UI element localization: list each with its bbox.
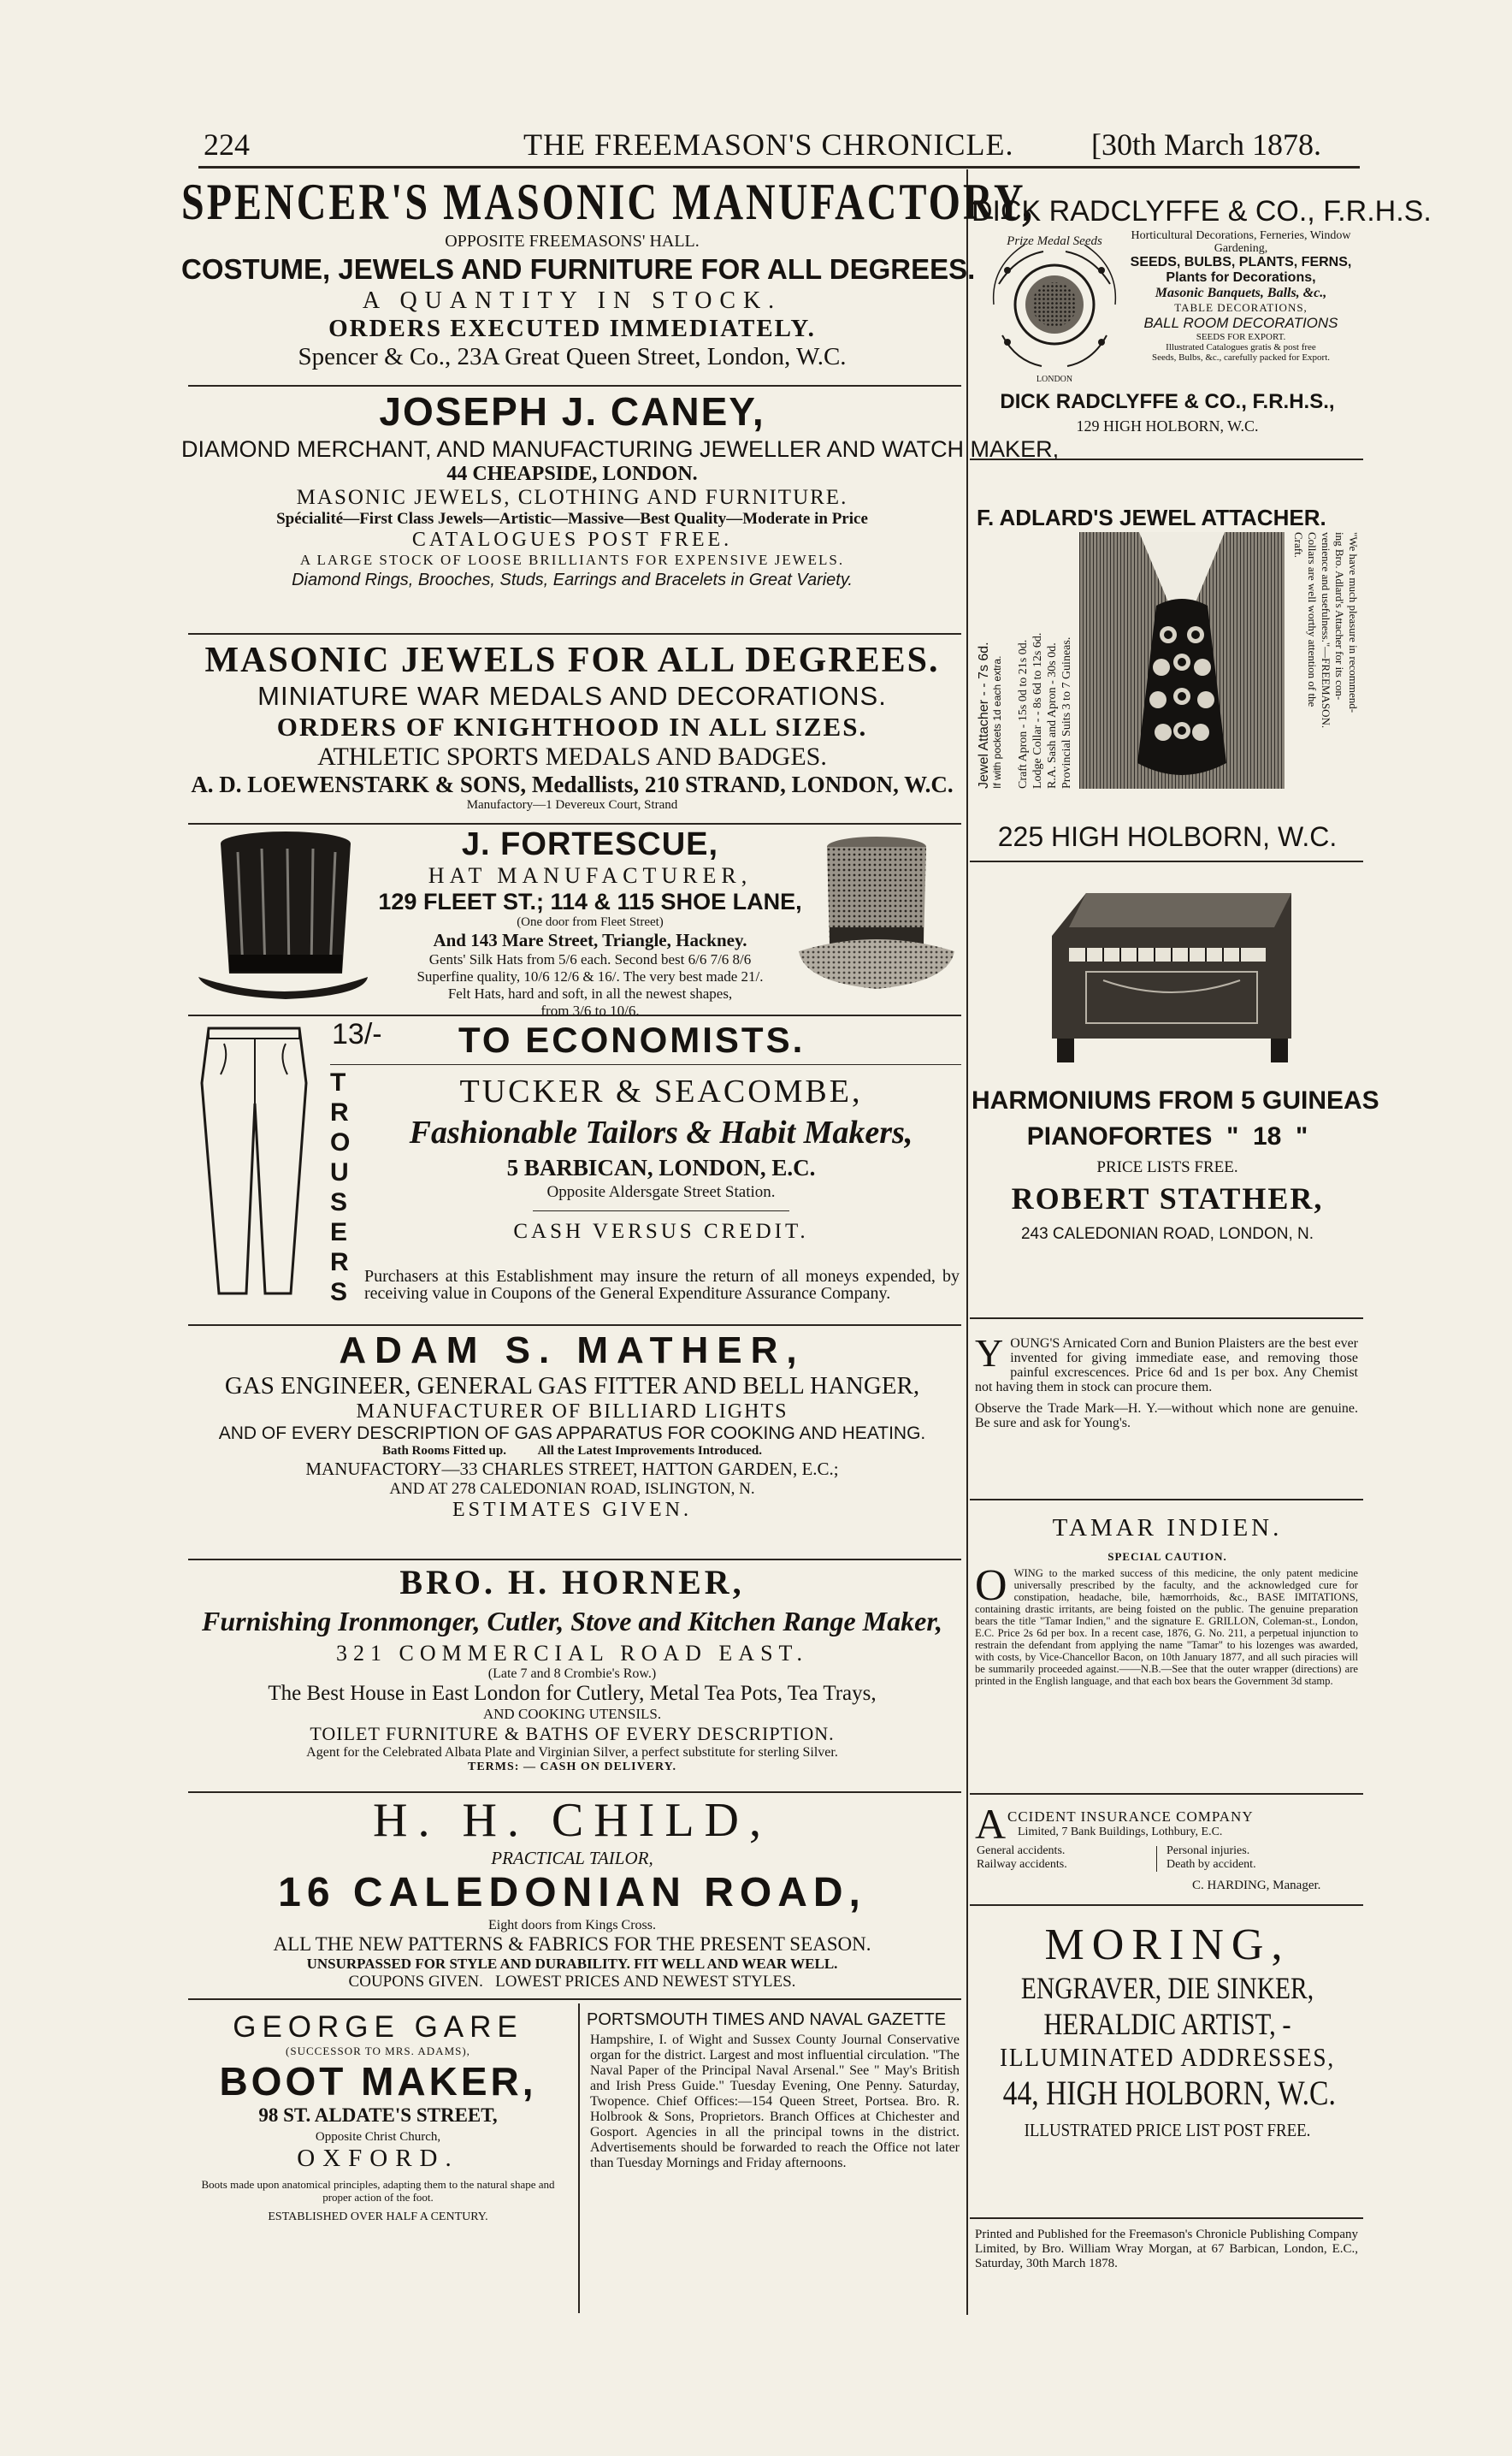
moring-line: ILLUSTRATED PRICE LIST POST FREE. <box>1024 2120 1311 2140</box>
spencer-orders: ORDERS EXECUTED IMMEDIATELY. <box>328 315 816 342</box>
tamar-body: WING to the marked success of this medicine, the only patent medicine universally prescribed by the faculty, and the acknowledged cure for constipation, headache, bile, hæmorrhoids, &c., BASE IMITATIONS, containing drastic irritants, are being foisted on the public. The genuine preparation bears the title "Tamar Indien," and the signature E. GRILLON, Coleman-st., London, E.C. Price 2s 6d per box. In a recent case, 1876, G. No. 211, a perpetual injunction to restrain the defendant from applying the name "Tamar" to his lozenges was awarded, with costs, by Vice-Chancellor Bacon, on 10th January 1877, and all such piracies will be summarily proceeded against.——N.B.—See that the outer wrapper (directions) are printed in the English language, and that each box bears the Government 3d stamp. <box>975 1567 1358 1687</box>
radclyffe-line: SEEDS FOR EXPORT. <box>1196 332 1286 342</box>
gare-ad <box>181 2010 575 2224</box>
spencer-quantity: A QUANTITY IN STOCK. <box>362 287 783 314</box>
top-hat-picture <box>193 826 373 1001</box>
caney-diamond: Diamond Rings, Brooches, Studs, Earrings and Bracelets in Great Variety. <box>292 571 853 589</box>
rule <box>1156 1846 1157 1872</box>
header-rule <box>198 166 1360 169</box>
radclyffe-line: Seeds, Bulbs, &c., carefully packed for Export. <box>1151 352 1331 363</box>
loewenstark-line: MINIATURE WAR MEDALS AND DECORATIONS. <box>257 681 887 711</box>
horner-late: (Late 7 and 8 Crombie's Row.) <box>487 1666 657 1681</box>
child-address: 16 CALEDONIAN ROAD, <box>278 1870 866 1915</box>
radclyffe-ad <box>1127 229 1355 363</box>
youngs-observe: Observe the Trade Mark—H. Y.—without which none are genuine. Be sure and ask for Young's. <box>975 1401 1358 1430</box>
gare-opposite: Opposite Christ Church, <box>315 2130 441 2144</box>
column-divider <box>966 169 968 2315</box>
fortescue-superfine: Superfine quality, 10/6 12/6 & 16/. The very best made 21/. <box>416 968 764 985</box>
tucker-letter: R <box>330 1248 349 1276</box>
gare-address: 98 ST. ALDATE'S STREET, <box>258 2104 498 2126</box>
rule <box>970 1499 1363 1500</box>
adlard-address: 225 HIGH HOLBORN, W.C. <box>997 821 1338 852</box>
stather-ad <box>972 1086 1379 1244</box>
child-trade: PRACTICAL TAILOR, <box>491 1848 653 1868</box>
horner-cooking: AND COOKING UTENSILS. <box>482 1706 662 1722</box>
rule <box>188 1015 961 1016</box>
radclyffe-title: DICK RADCLYFFE & CO., F.R.H.S. <box>972 195 1432 228</box>
caney-catalogues: CATALOGUES POST FREE. <box>411 529 733 551</box>
issue-date: [30th March 1878. <box>1091 127 1321 162</box>
fortescue-name: J. FORTESCUE, <box>461 826 719 862</box>
gare-boots: Boots made upon anatomical principles, adapting them to the natural shape and proper action of the foot. <box>201 2178 555 2204</box>
tucker-letter: O <box>330 1128 351 1157</box>
spencer-costume: COSTUME, JEWELS AND FURNITURE FOR ALL DEGREES. <box>181 253 976 285</box>
rule <box>970 1793 1363 1795</box>
rule <box>188 385 961 387</box>
tamar-ad <box>975 1561 1358 1687</box>
rule <box>188 633 961 635</box>
tucker-price: 13/- <box>332 1018 382 1050</box>
loewenstark-line: A. D. LOEWENSTARK & SONS, Medallists, 210 STRAND, LONDON, W.C. <box>191 772 954 797</box>
adlard-quote-line: Craft. <box>1292 532 1305 558</box>
mather-line: GAS ENGINEER, GENERAL GAS FITTER AND BELL HANGER, <box>224 1372 920 1400</box>
imprint: Printed and Published for the Freemason's Chronicle Publishing Company Limited, by Bro. William Wray Morgan, at 67 Barbican, London, E.C., Saturday, 30th March 1878. <box>975 2228 1358 2270</box>
fortescue-trade: HAT MANUFACTURER, <box>428 863 753 888</box>
rule <box>970 459 1363 460</box>
portsmouth-title: PORTSMOUTH TIMES AND NAVAL GAZETTE <box>587 2010 947 2029</box>
harmonium-picture <box>1035 876 1308 1066</box>
radclyffe-foot: DICK RADCLYFFE & CO., F.R.H.S., <box>1000 390 1335 413</box>
tucker-fancy: Fashionable Tailors & Habit Makers, <box>409 1115 913 1151</box>
tucker-opposite: Opposite Aldersgate Street Station. <box>546 1183 776 1201</box>
moring-line: HERALDIC ARTIST, - <box>1043 2007 1291 2041</box>
accident-line: CCIDENT INSURANCE COMPANY <box>1007 1808 1254 1825</box>
fortescue-address: 129 FLEET ST.; 114 & 115 SHOE LANE, <box>378 889 802 914</box>
child-name: H. H. CHILD, <box>373 1794 771 1847</box>
tucker-letter: U <box>330 1158 349 1187</box>
adlard-price-line: Jewel Attacher - - 7s 6d. <box>977 642 991 789</box>
tucker-address: 5 BARBICAN, LONDON, E.C. <box>506 1155 816 1181</box>
spencer-ad <box>181 173 1036 371</box>
adlard-right-text <box>1288 532 1360 789</box>
adlard-price-line: R.A. Sash and Apron - 30s 0d. <box>1046 642 1059 789</box>
accident-col: General accidents. <box>977 1844 1066 1857</box>
gare-boot: BOOT MAKER, <box>219 2059 537 2104</box>
fortescue-gents: Gents' Silk Hats from 5/6 each. Second best 6/6 7/6 8/6 <box>428 951 752 968</box>
fortescue-mare: And 143 Mare Street, Triangle, Hackney. <box>433 930 747 950</box>
horner-agent: Agent for the Celebrated Albata Plate and Virginian Silver, a perfect substitute for sterling Silver. <box>306 1745 838 1760</box>
rule <box>188 1998 961 2000</box>
fortescue-door: (One door from Fleet Street) <box>517 915 664 929</box>
adlard-title: F. ADLARD'S JEWEL ATTACHER. <box>977 505 1326 530</box>
mather-line: AND OF EVERY DESCRIPTION OF GAS APPARATUS FOR COOKING AND HEATING. <box>218 1423 926 1443</box>
youngs-dropcap: Y <box>975 1331 1004 1375</box>
loewenstark-line: ATHLETIC SPORTS MEDALS AND BADGES. <box>317 743 827 771</box>
radclyffe-line: Plants for Decorations, <box>1166 270 1316 285</box>
youngs-ad <box>975 1331 1358 1430</box>
tucker-letter: S <box>330 1278 348 1306</box>
moring-ad <box>972 1920 1363 2141</box>
gare-established: ESTABLISHED OVER HALF A CENTURY. <box>268 2210 488 2223</box>
adlard-quote-line: "We have much pleasure in recommend- <box>1347 532 1360 713</box>
tucker-letter: E <box>330 1218 348 1246</box>
caney-ad <box>181 388 1060 590</box>
loewenstark-title: MASONIC JEWELS FOR ALL DEGREES. <box>204 641 940 680</box>
gare-name: GEORGE GARE <box>233 2010 523 2044</box>
mather-line: AND AT 278 CALEDONIAN ROAD, ISLINGTON, N. <box>389 1480 755 1498</box>
stather-line: PRICE LISTS FREE. <box>1096 1158 1238 1176</box>
caney-name: JOSEPH J. CANEY, <box>379 389 765 434</box>
gare-successor: (SUCCESSOR TO MRS. ADAMS), <box>286 2045 470 2057</box>
tucker-letter: T <box>330 1068 346 1097</box>
stather-line: PIANOFORTES " 18 " <box>1026 1122 1308 1151</box>
adlard-left-text-2 <box>1016 532 1076 789</box>
page-number: 224 <box>204 127 250 162</box>
fortescue-from: from 3/6 to 10/6. <box>540 1003 640 1019</box>
horner-name: BRO. H. HORNER, <box>399 1563 745 1601</box>
horner-fancy: Furnishing Ironmonger, Cutler, Stove and Kitchen Range Maker, <box>201 1606 942 1636</box>
prize-medal-badge <box>982 233 1127 385</box>
tucker-ad <box>359 1073 963 1244</box>
badge-text: Prize Medal Seeds <box>1007 234 1102 248</box>
radclyffe-line: Masonic Banquets, Balls, &c., <box>1155 286 1327 300</box>
horner-toilet: TOILET FURNITURE & BATHS OF EVERY DESCRIPTION. <box>310 1723 835 1744</box>
tucker-vertical-trousers <box>330 1068 356 1307</box>
stather-name: ROBERT STATHER, <box>1011 1181 1324 1216</box>
tucker-letter: R <box>330 1098 349 1127</box>
spencer-title: SPENCER'S MASONIC MANUFACTORY, <box>181 174 1036 231</box>
tucker-letter: S <box>330 1188 348 1216</box>
adlard-price-line: If with pockets 1d each extra. <box>991 655 1003 789</box>
badge-foot: LONDON <box>1036 375 1073 384</box>
mather-line: MANUFACTORY—33 CHARLES STREET, HATTON GARDEN, E.C.; <box>305 1459 839 1479</box>
rule <box>970 1317 1363 1319</box>
tamar-caution: SPECIAL CAUTION. <box>1107 1550 1227 1563</box>
child-unsurpassed: UNSURPASSED FOR STYLE AND DURABILITY. FIT WELL AND WEAR WELL. <box>306 1956 838 1972</box>
tucker-name: TUCKER & SEACOMBE, <box>459 1074 863 1110</box>
mather-ad <box>181 1329 963 1522</box>
horner-address: 321 COMMERCIAL ROAD EAST. <box>335 1641 808 1666</box>
tamar-dropcap: O <box>975 1561 1007 1610</box>
accident-col: Railway accidents. <box>977 1858 1067 1871</box>
caney-trade: DIAMOND MERCHANT, AND MANUFACTURING JEWELLER AND WATCH MAKER, <box>181 436 1060 462</box>
masthead: THE FREEMASON'S CHRONICLE. <box>523 127 1014 162</box>
rule <box>188 1559 961 1560</box>
radclyffe-line: Horticultural Decorations, Ferneries, Window Gardening, <box>1131 229 1351 255</box>
moring-line: ILLUMINATED ADDRESSES, <box>1000 2042 1335 2072</box>
radclyffe-line: Illustrated Catalogues gratis & post free <box>1166 342 1316 352</box>
portsmouth-body: Hampshire, I. of Wight and Sussex County Journal Conservative organ for the district. Largest and most influential circulation. "The Naval Paper of the Principal Naval Arsenal." See " May's British and Irish Press Guide." Tuesday Evening, One Penny. Saturday, Twopence. Chief Offices:—154 Queen Street, Portsea. Bro. R. Holbrook & Sons, Proprietors. Branch Offices at Chichester and Gosport. Agencies in all the principal towns in the district. Advertisements should be forwarded to reach the Office not later than Tuesday Mornings and Friday afternoons. <box>590 2033 960 2170</box>
spencer-address: Spencer & Co., 23A Great Queen Street, London, W.C. <box>298 343 847 370</box>
loewenstark-line: ORDERS OF KNIGHTHOOD IN ALL SIZES. <box>276 712 868 742</box>
rule <box>578 2003 580 2313</box>
tucker-heading: TO ECONOMISTS. <box>458 1020 806 1060</box>
mather-name: ADAM S. MATHER, <box>339 1329 806 1371</box>
mather-line: Bath Rooms Fitted up. All the Latest Improvements Introduced. <box>381 1444 763 1458</box>
moring-line: ENGRAVER, DIE SINKER, <box>1020 1971 1314 2005</box>
loewenstark-ad <box>181 640 963 813</box>
mather-line: MANUFACTURER OF BILLIARD LIGHTS <box>356 1400 788 1423</box>
adlard-price-line: Provincial Suits 3 to 7 Guineas. <box>1060 636 1073 789</box>
fortescue-ad <box>351 826 830 1020</box>
adlard-price-line: Craft Apron - 15s 0d to 21s 0d. <box>1017 639 1030 789</box>
radclyffe-line: BALL ROOM DECORATIONS <box>1143 315 1338 331</box>
gare-oxford: OXFORD. <box>297 2145 459 2172</box>
adlard-quote-line: venience and usefulness."—FREEMASON. <box>1320 532 1332 729</box>
adlard-price-line: Lodge Collar - - 8s 6d to 12s 6d. <box>1031 632 1044 789</box>
moring-name: MORING, <box>1044 1920 1291 1969</box>
fortescue-felt: Felt Hats, hard and soft, in all the newest shapes, <box>447 985 733 1002</box>
mather-line: ESTIMATES GIVEN. <box>452 1499 692 1521</box>
accident-col: Death by accident. <box>1166 1858 1256 1871</box>
jewel-attacher-picture <box>1079 532 1285 789</box>
accident-manager: C. HARDING, Manager. <box>1192 1879 1321 1892</box>
accident-dropcap: A <box>975 1800 1007 1848</box>
moring-line: 44, HIGH HOLBORN, W.C. <box>1002 2074 1336 2112</box>
horner-terms: TERMS: — CASH ON DELIVERY. <box>468 1761 676 1773</box>
radclyffe-line: TABLE DECORATIONS, <box>1174 301 1308 314</box>
youngs-body: OUNG'S Arnicated Corn and Bunion Plaisters are the best ever invented for giving immediate ease, and removing those painful excrescences. Price 6d and 1s per box. Any Chemist not having them in stock can procure them. <box>975 1336 1358 1394</box>
caney-address: 44 CHEAPSIDE, LONDON. <box>446 463 698 485</box>
adlard-left-text <box>977 532 1013 789</box>
caney-items: MASONIC JEWELS, CLOTHING AND FURNITURE. <box>296 486 848 509</box>
child-ad <box>181 1793 963 1991</box>
tamar-title: TAMAR INDIEN. <box>1052 1514 1283 1542</box>
radclyffe-address: 129 HIGH HOLBORN, W.C. <box>1076 417 1259 435</box>
spencer-sub: OPPOSITE FREEMASONS' HALL. <box>445 232 700 251</box>
accident-col: Personal injuries. <box>1166 1844 1250 1857</box>
horner-ad <box>181 1562 963 1774</box>
stather-line: HARMONIUMS FROM 5 GUINEAS <box>972 1086 1379 1115</box>
adlard-quote-line: ing Bro. Adlard's Attacher for its con- <box>1333 532 1346 701</box>
caney-stock: A LARGE STOCK OF LOOSE BRILLIANTS FOR EXPENSIVE JEWELS. <box>299 552 845 568</box>
rule <box>188 823 961 825</box>
tucker-cash: CASH VERSUS CREDIT. <box>513 1220 809 1243</box>
adlard-quote-line: Collars are well worthy attention of the <box>1306 532 1319 707</box>
accident-line: Limited, 7 Bank Buildings, Lothbury, E.C. <box>1018 1826 1223 1838</box>
tucker-purchasers: Purchasers at this Establishment may insure the return of all moneys expended, by receiving value in Coupons of the General Expenditure Assurance Company. <box>364 1267 960 1303</box>
rule <box>970 2217 1363 2219</box>
child-eight: Eight doors from Kings Cross. <box>488 1918 656 1932</box>
caney-speciality: Spécialité—First Class Jewels—Artistic—Massive—Best Quality—Moderate in Price <box>276 510 868 528</box>
rule <box>970 861 1363 862</box>
radclyffe-line: SEEDS, BULBS, PLANTS, FERNS, <box>1130 255 1352 269</box>
child-coupons: COUPONS GIVEN. LOWEST PRICES AND NEWEST STYLES. <box>348 1973 796 1991</box>
rule <box>188 1324 961 1326</box>
child-all: ALL THE NEW PATTERNS & FABRICS FOR THE PRESENT SEASON. <box>273 1933 871 1955</box>
stather-address: 243 CALEDONIAN ROAD, LONDON, N. <box>1020 1225 1314 1243</box>
rule <box>330 1064 961 1065</box>
loewenstark-line: Manufactory—1 Devereux Court, Strand <box>466 798 678 812</box>
trousers-picture <box>190 1023 318 1295</box>
horner-best: The Best House in East London for Cutlery, Metal Tea Pots, Tea Trays, <box>268 1682 877 1705</box>
rule <box>970 1904 1363 1906</box>
